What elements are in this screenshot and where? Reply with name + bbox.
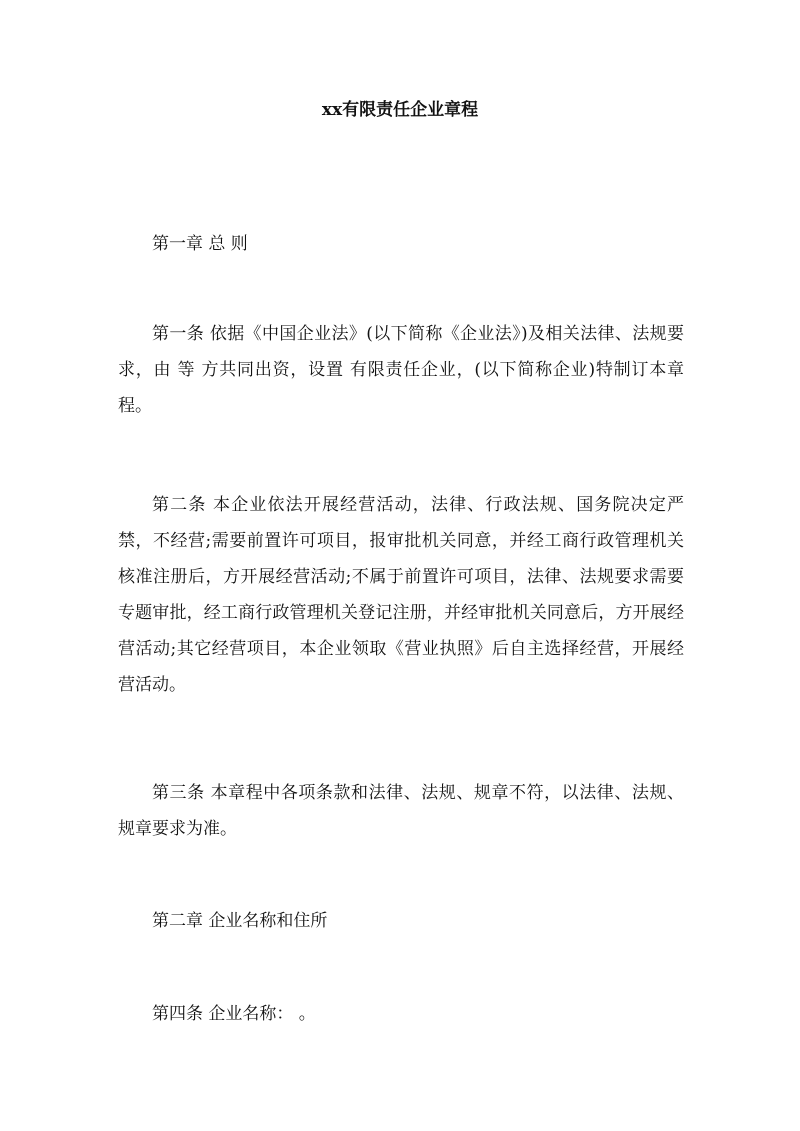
article-2-paragraph: 第二条 本企业依法开展经营活动，法律、行政法规、国务院决定严禁，不经营;需要前置许可项目，报审批机关同意，并经工商行政管理机关核准注册后，方开展经营活动;不属于前置许可项目，法律、法规要求需要专题审批，经工商行政管理机关登记注册，并经审批机关同意后，方开展经营活动;其它经营项目，本企业领取《营业执照》后自主选择经营，开展经营活动。: [118, 495, 684, 695]
chapter-1-heading: 第一章 总 则: [152, 234, 248, 254]
article-4-paragraph: 第四条 企业名称： 。: [152, 1004, 316, 1024]
chapter-2-heading: 第二章 企业名称和住所: [152, 911, 328, 931]
article-3-paragraph: 第三条 本章程中各项条款和法律、法规、规章不符，以法律、法规、规章要求为准。: [118, 783, 684, 839]
document-title: xx有限责任企业章程: [321, 100, 479, 120]
article-1-paragraph: 第一条 依据《中国企业法》(以下简称《企业法》)及相关法律、法规要求，由 等 方共同出资，设置 有限责任企业，(以下简称企业)特制订本章程。: [118, 324, 684, 416]
